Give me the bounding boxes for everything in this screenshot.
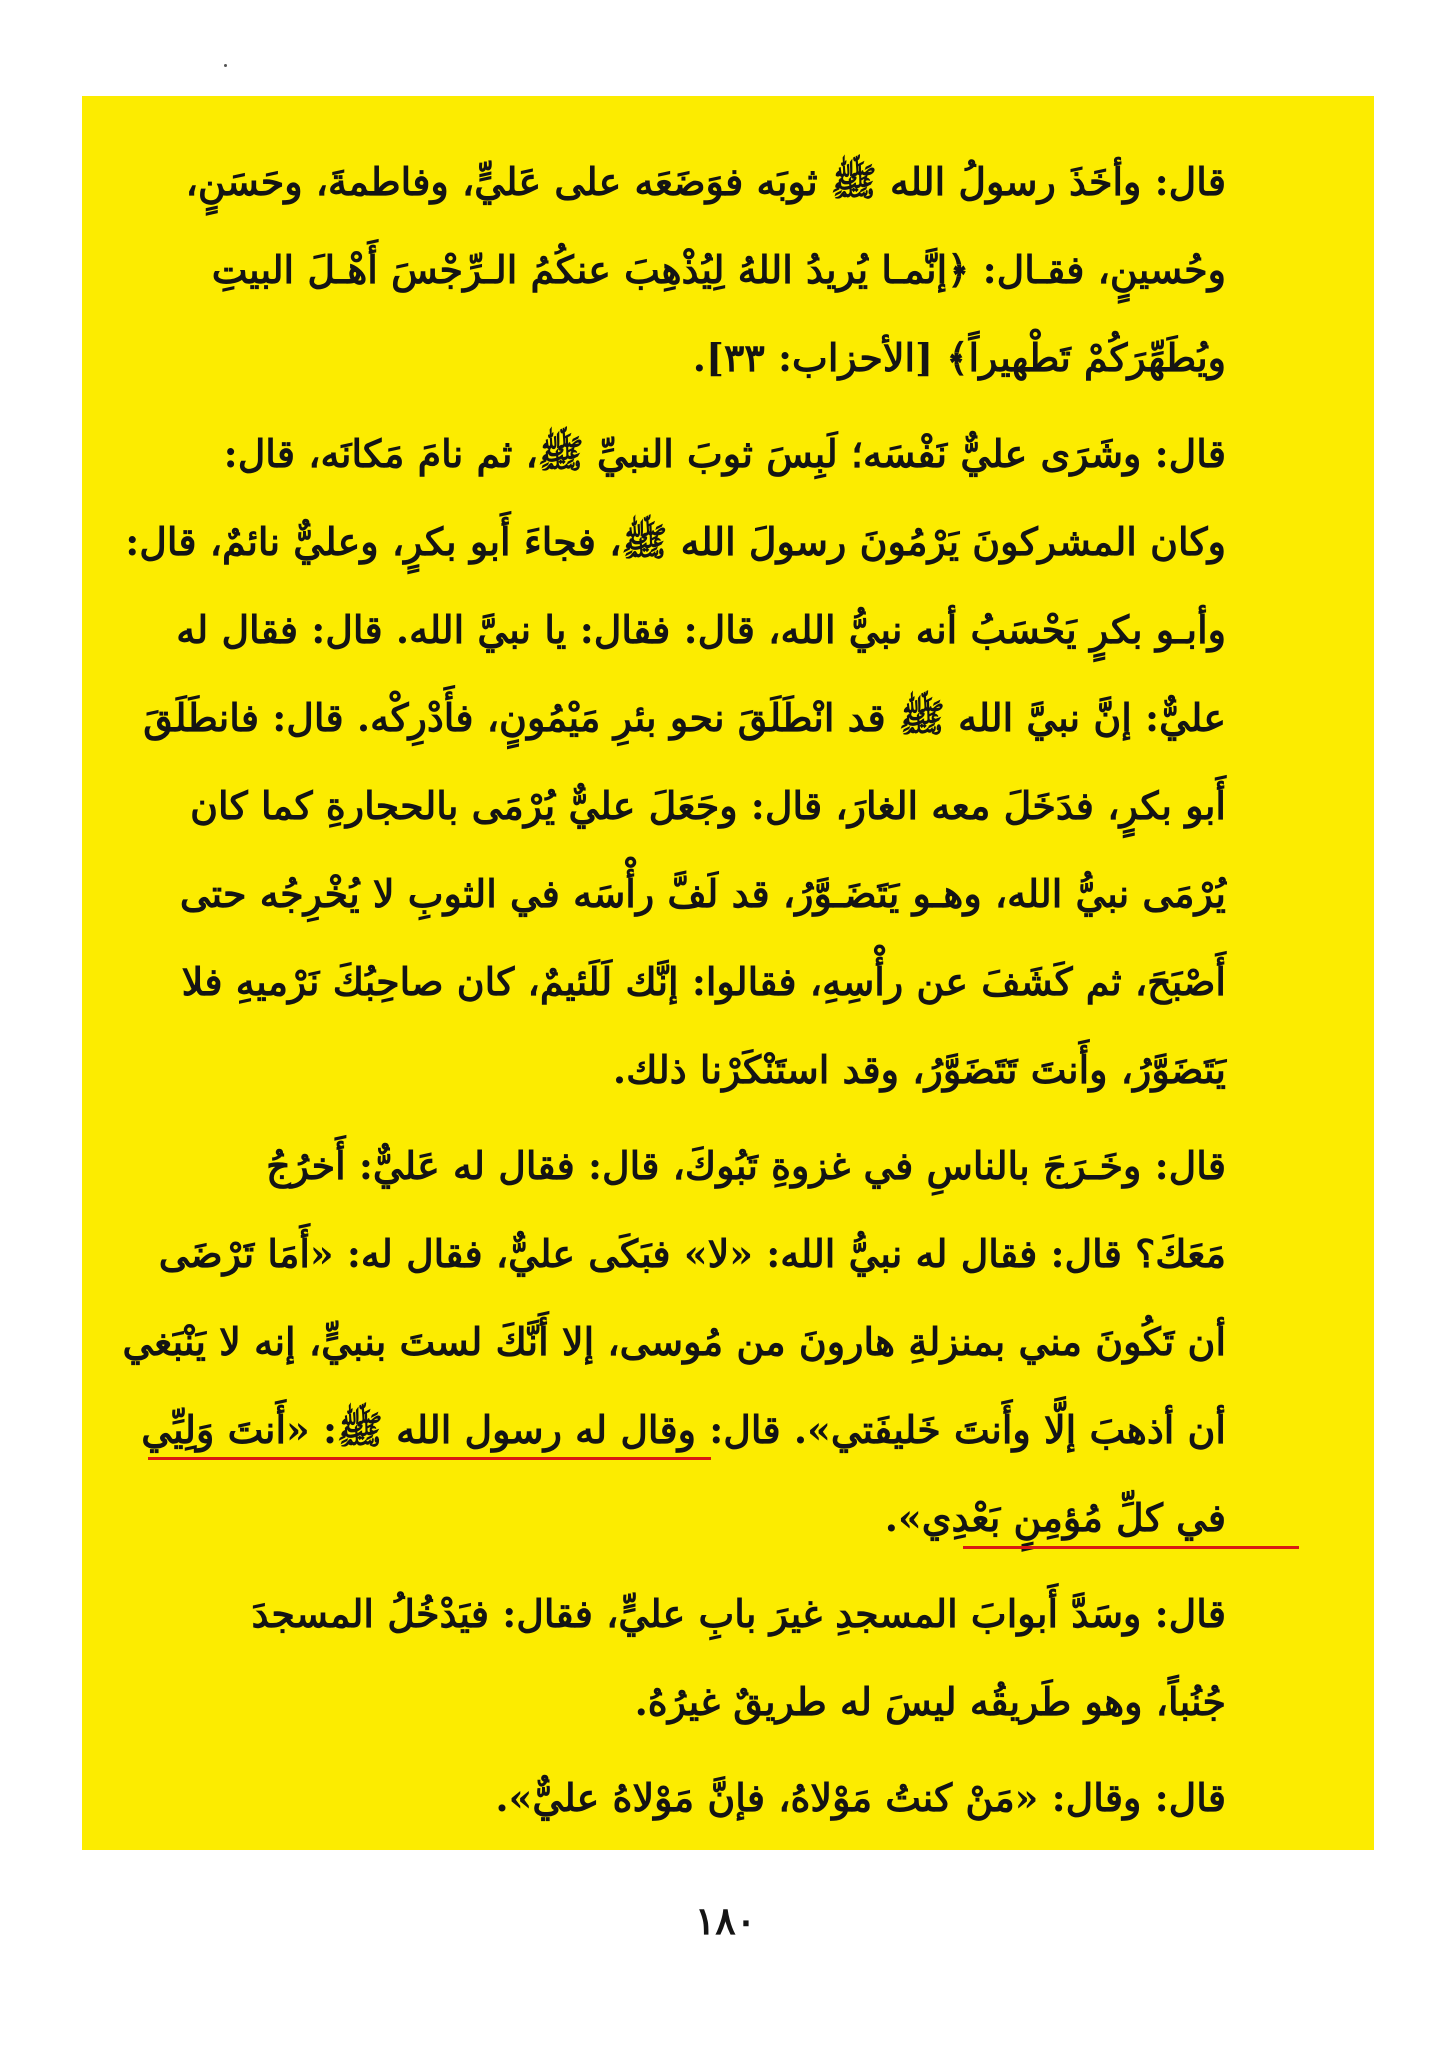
- text-line: ويُطَهِّرَكُمْ تَطْهيراً﴾ [الأحزاب: ٣٣].: [692, 335, 1226, 380]
- text-line: قال: وشَرَى عليٌّ نَفْسَه؛ لَبِسَ ثوبَ النبيِّ ﷺ، ثم نامَ مَكانَه، قال:: [223, 431, 1226, 476]
- paragraph-5: [140, 1754, 1316, 1842]
- paragraph-3: [122, 1122, 1316, 1562]
- paragraph-4: [140, 1570, 1316, 1746]
- text-line: قال: وأخَذَ رسولُ الله ﷺ ثوبَه فوَضَعَه على عَليٍّ، وفاطمةَ، وحَسَنٍ،: [185, 159, 1226, 204]
- text-line: قال: وقال: «مَنْ كنتُ مَوْلاهُ، فإنَّ مَوْلاهُ عليٌّ».: [495, 1775, 1226, 1820]
- body-text: [122, 138, 1316, 1850]
- text-line: وكان المشركونَ يَرْمُونَ رسولَ الله ﷺ، فجاءَ أَبو بكرٍ، وعليٌّ نائمٌ، قال:: [125, 519, 1226, 564]
- text-line: أن تَكُونَ مني بمنزلةِ هارونَ من مُوسى، إلا أَنَّكَ لستَ بنبيٍّ، إنه لا يَنْبَغي: [122, 1319, 1226, 1364]
- paragraph-1: [140, 138, 1316, 402]
- text-line: جُنُباً، وهو طَريقُه ليسَ له طريقٌ غيرُهُ.: [634, 1679, 1226, 1724]
- text-line: عليٌّ: إنَّ نبيَّ الله ﷺ قد انْطَلَقَ نحو بئرِ مَيْمُونٍ، فأَدْرِكْه. قال: فانطَلَقَ: [143, 695, 1226, 740]
- text-line: مَعَكَ؟ قال: فقال له نبيُّ الله: «لا» فبَكَى عليٌّ، فقال له: «أَمَا تَرْضَى: [158, 1231, 1226, 1276]
- page-number: ١٨٠: [694, 1898, 757, 1943]
- text-line: أن أذهبَ إلَّا وأَنتَ خَليفَتي». قال: وقال له رسول الله ﷺ: «أَنتَ وَلِيِّي: [141, 1407, 1226, 1452]
- text-line: أَبو بكرٍ، فدَخَلَ معه الغارَ، قال: وجَعَلَ عليٌّ يُرْمَى بالحجارةِ كما كان: [190, 783, 1226, 828]
- text-line: قال: وخَـرَجَ بالناسِ في غزوةِ تَبُوكَ، قال: فقال له عَليٌّ: أَخرُجُ: [266, 1143, 1226, 1188]
- text-line: وأبـو بكرٍ يَحْسَبُ أنه نبيُّ الله، قال: فقال: يا نبيَّ الله. قال: فقال له: [176, 607, 1226, 652]
- red-underline-2: [963, 1546, 1299, 1549]
- scan-speck: [224, 64, 227, 67]
- red-underline-1: [148, 1457, 711, 1460]
- text-line: أَصْبَحَ، ثم كَشَفَ عن رأْسِهِ، فقالوا: إنَّك لَلَئيمٌ، كان صاحِبُكَ نَرْميهِ فلا: [181, 959, 1226, 1004]
- paragraph-2: [125, 410, 1316, 1114]
- text-line: قال: وسَدَّ أَبوابَ المسجدِ غيرَ بابِ عليٍّ، فقال: فيَدْخُلُ المسجدَ: [251, 1591, 1226, 1636]
- text-line: يُرْمَى نبيُّ الله، وهـو يَتَضَـوَّرُ، قد لَفَّ رأْسَه في الثوبِ لا يُخْرِجُه حتى: [179, 871, 1226, 916]
- text-line: يَتَضَوَّرُ، وأَنتَ تَتَضَوَّرُ، وقد استَنْكَرْنا ذلك.: [612, 1047, 1226, 1092]
- text-line: وحُسينٍ، فقـال: ﴿إنَّمـا يُريدُ اللهُ لِيُذْهِبَ عنكُمُ الـرِّجْسَ أَهْـلَ البيتِ: [211, 247, 1226, 292]
- text-line: في كلِّ مُؤمِنٍ بَعْدِي».: [884, 1495, 1226, 1540]
